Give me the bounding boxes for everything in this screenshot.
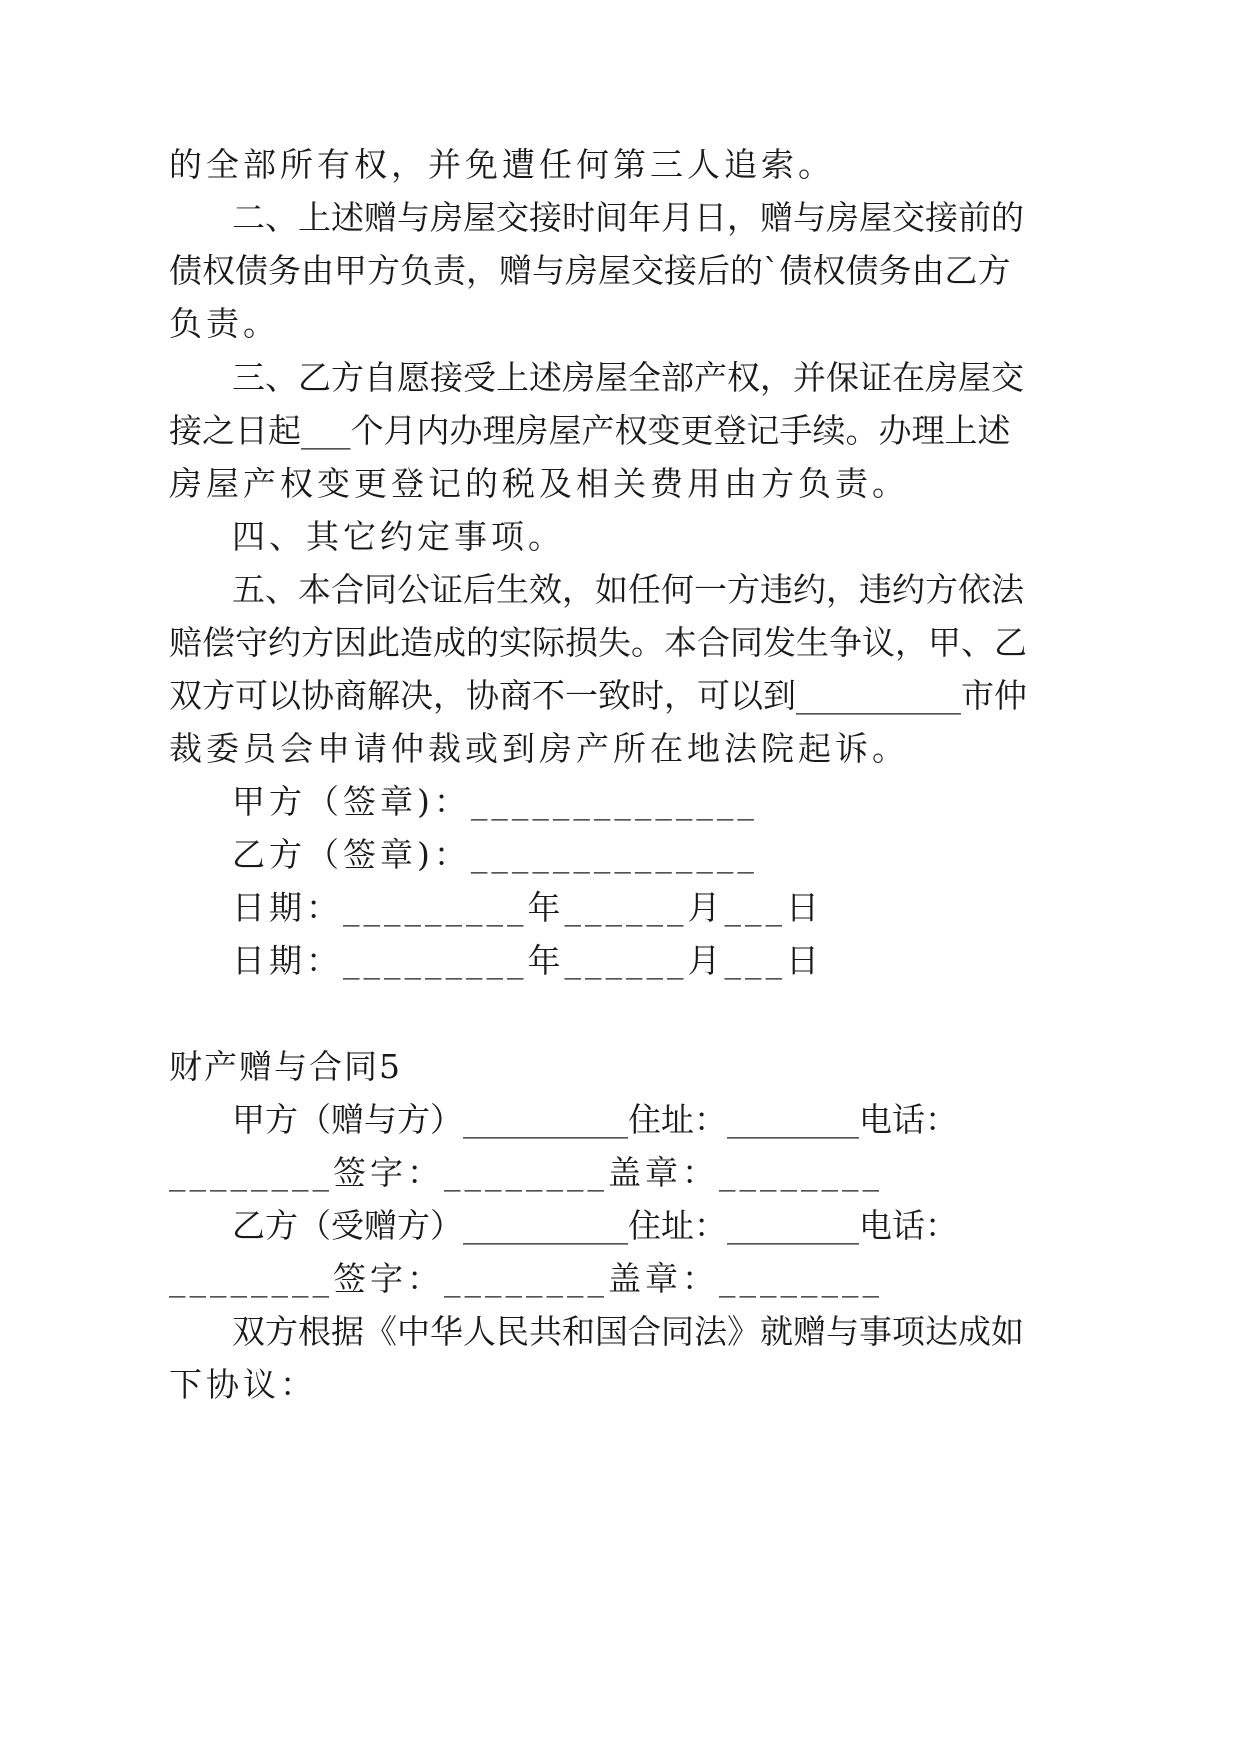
date-line: 日期：_________年______月___日 — [232, 941, 823, 980]
text-line: 四、其它约定事项。 — [232, 517, 565, 556]
section-heading: 财产赠与合同5 — [169, 1047, 402, 1086]
text-line: 房屋产权变更登记的税及相关费用由方负责。 — [169, 464, 909, 503]
text-line: 负责。 — [169, 304, 280, 343]
text-line: 三、乙方自愿接受上述房屋全部产权，并保证在房屋交 — [232, 358, 1024, 397]
text-line: 的全部所有权，并免遭任何第三人追索。 — [169, 145, 835, 184]
text-line: 债权债务由甲方负责，赠与房屋交接后的`债权债务由乙方 — [169, 251, 1011, 290]
text-line: 赔偿守约方因此造成的实际损失。本合同发生争议，甲、乙 — [169, 623, 1027, 662]
text-line: 五、本合同公证后生效，如任何一方违约，违约方依法 — [232, 570, 1024, 609]
date-line: 日期：_________年______月___日 — [232, 888, 823, 927]
signature-line-party-b: 乙方（签章)：______________ — [232, 835, 758, 874]
party-b-sign: ________签字：________盖章：________ — [169, 1259, 883, 1298]
party-a-info: 甲方（赠与方）__________住址：________电话： — [232, 1100, 958, 1139]
text-line: 二、上述赠与房屋交接时间年月日，赠与房屋交接前的 — [232, 198, 1024, 237]
text-line: 双方可以协商解决，协商不一致时，可以到__________市仲 — [169, 676, 1027, 715]
text-line: 下协议： — [169, 1365, 317, 1404]
text-line: 裁委员会申请仲裁或到房产所在地法院起诉。 — [169, 729, 909, 768]
signature-line-party-a: 甲方（签章)：______________ — [232, 782, 758, 821]
party-a-sign: ________签字：________盖章：________ — [169, 1153, 883, 1192]
party-b-info: 乙方（受赠方）__________住址：________电话： — [232, 1206, 958, 1245]
text-line: 双方根据《中华人民共和国合同法》就赠与事项达成如 — [232, 1312, 1024, 1351]
text-line: 接之日起___个月内办理房屋产权变更登记手续。办理上述 — [169, 411, 1011, 450]
